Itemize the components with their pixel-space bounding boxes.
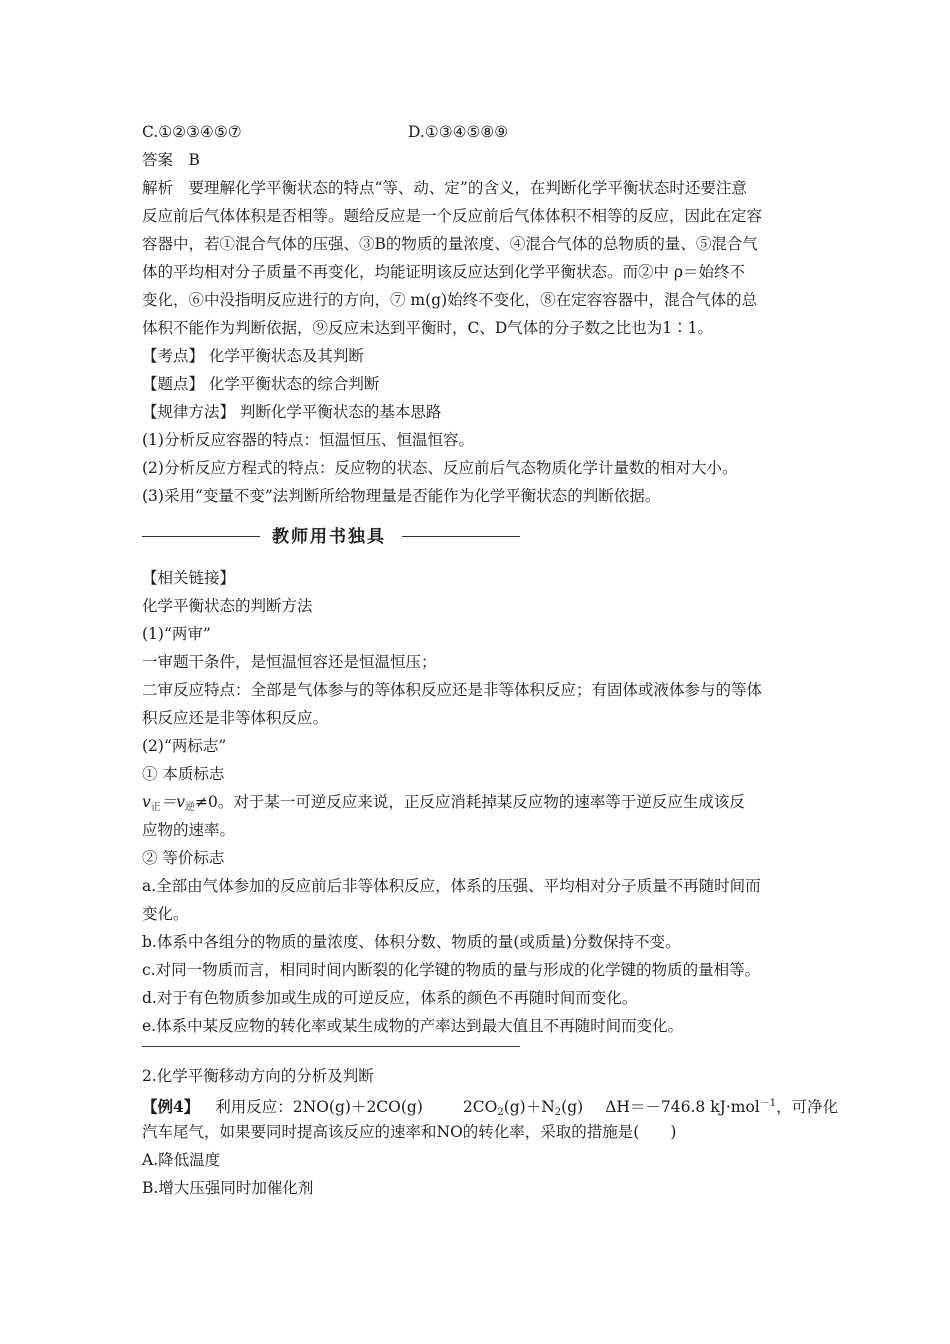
criterion-d: d.对于有色物质参加或生成的可逆反应，体系的颜色不再随时间而变化。: [142, 989, 638, 1007]
related-title: 化学平衡状态的判断方法: [142, 597, 313, 615]
banner-title: 教师用书独具: [272, 527, 386, 547]
enthalpy-change: ΔH＝－746.8 kJ·mol: [605, 1098, 760, 1116]
teacher-banner: [142, 522, 520, 550]
mark-1: ① 本质标志: [142, 765, 225, 783]
guilv-item: (2)分析反应方程式的特点：反应物的状态、反应前后气态物质化学计量数的相对大小。: [142, 459, 738, 477]
example-4-question: 汽车尾气，如果要同时提高该反应的速率和NO的转化率，采取的措施是( ): [142, 1123, 677, 1141]
banner-rule-left: [142, 536, 260, 537]
guilv-title: 【规律方法】 判断化学平衡状态的基本思路: [142, 403, 442, 421]
analysis-line: 容器中，若①混合气体的压强、③B的物质的量浓度、④混合气体的总物质的量、⑤混合气: [142, 235, 758, 253]
enthalpy-unit-exp: －1: [759, 1098, 777, 1109]
criterion-e: e.体系中某反应物的转化率或某生成物的产率达到最大值且不再随时间而变化。: [142, 1017, 684, 1035]
option-d: D.①③④⑤⑧⑨: [408, 123, 509, 141]
analysis-line: 体的平均相对分子质量不再变化，均能证明该反应达到化学平衡状态。而②中 ρ＝始终不: [142, 263, 746, 281]
criterion-b: b.体系中各组分的物质的量浓度、体积分数、物质的量(或质量)分数保持不变。: [142, 933, 681, 951]
example-tail: ，可净化: [776, 1098, 839, 1116]
v-sub-reverse: 逆: [185, 802, 196, 813]
rate-equality-cont: 应物的速率。: [142, 821, 236, 839]
criterion-a: a.全部由气体参加的反应前后非等体积反应，体系的压强、平均相对分子质量不再随时间而: [142, 877, 761, 895]
analysis-line: 解析 要理解化学平衡状态的特点“等、动、定”的含义，在判断化学平衡状态时还要注意: [142, 179, 747, 197]
example-option-b: B.增大压强同时加催化剂: [142, 1179, 314, 1197]
criterion-c: c.对同一物质而言，相同时间内断裂的化学键的物质的量与形成的化学键的物质的量相等。: [142, 961, 761, 979]
section-2-heading: 2.化学平衡移动方向的分析及判断: [142, 1067, 374, 1085]
two-marks: (2)“两标志”: [142, 737, 227, 755]
check-2-cont: 积反应还是非等体积反应。: [142, 709, 329, 727]
v-sub-forward: 正: [150, 802, 161, 813]
example-label: 【例4】: [142, 1097, 200, 1116]
example-reactants: 利用反应：2NO(g)＋2CO(g): [215, 1098, 423, 1116]
rate-eq-rest: ≠0。对于某一可逆反应来说，正反应消耗掉某反应物的速率等于逆反应生成该反: [195, 793, 745, 811]
guilv-item: (3)采用“变量不变”法判断所给物理量是否能作为化学平衡状态的判断依据。: [142, 487, 661, 505]
tidian: 【题点】 化学平衡状态的综合判断: [142, 375, 380, 393]
analysis-line: 体积不能作为判断依据，⑨反应未达到平衡时，C、D气体的分子数之比也为1∶1。: [142, 319, 714, 337]
v-symbol: v: [142, 793, 151, 811]
check-1: 一审题干条件，是恒温恒容还是恒温恒压；: [142, 653, 437, 671]
example-product-n2: (g)＋N: [503, 1098, 555, 1116]
kaodian: 【考点】 化学平衡状态及其判断: [142, 347, 364, 365]
example-product-end: (g): [561, 1098, 584, 1116]
rate-eq-middle: ＝v: [160, 793, 186, 811]
analysis-line: 反应前后气体体积是否相等。题给反应是一个反应前后气体体积不相等的反应，因此在定容: [142, 207, 763, 225]
mark-2: ② 等价标志: [142, 849, 225, 867]
banner-rule-right: [402, 536, 520, 537]
criterion-a-cont: 变化。: [142, 905, 189, 923]
example-product-co2: 2CO: [462, 1098, 498, 1116]
section-divider: [142, 1046, 520, 1047]
analysis-line: 变化，⑥中没指明反应进行的方向，⑦ m(g)始终不变化，⑧在定容容器中，混合气体的总: [142, 291, 758, 309]
example-4-line: 【例4】 利用反应：2NO(g)＋2CO(g) $2CO_2(g)+N_2(g)$ ΔH＝－746.8 kJ·mol$^{-1}$，可净化: [142, 1097, 839, 1118]
answer: 答案 B: [142, 151, 200, 169]
guilv-item: (1)分析反应容器的特点：恒温恒压、恒温恒容。: [142, 431, 474, 449]
related-heading: 【相关链接】: [142, 569, 236, 587]
option-c: C.①②③④⑤⑦: [142, 123, 242, 141]
two-checks: (1)“两审”: [142, 625, 211, 643]
example-option-a: A.降低温度: [142, 1151, 221, 1169]
check-2: 二审反应特点：全部是气体参与的等体积反应还是非等体积反应；有固体或液体参与的等体: [142, 681, 763, 699]
